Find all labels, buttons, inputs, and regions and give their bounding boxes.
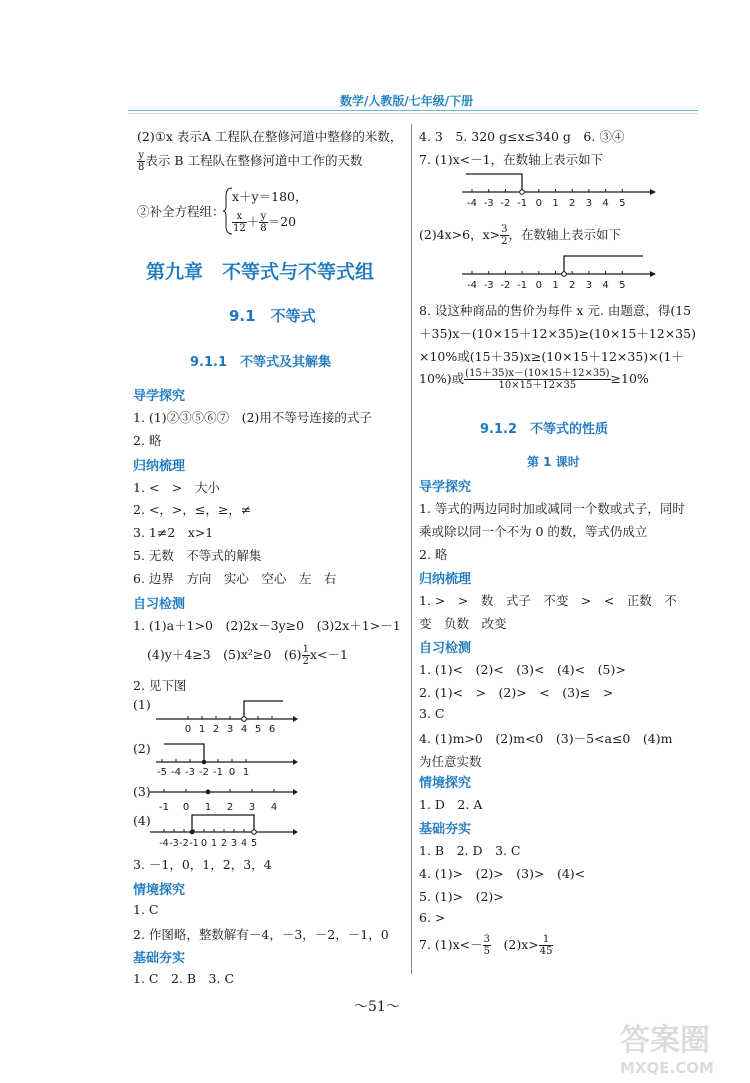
- left-line-2: $\frac{y}{8}$ 表示 B 工程队在整修河道中工作的天数: [138, 150, 363, 173]
- tick-label: 5: [619, 280, 626, 291]
- tick-label: -2: [179, 838, 189, 849]
- left-guina-3: 3. 1≠2 x>1: [133, 525, 214, 540]
- tick-label: 1: [204, 802, 212, 813]
- right-daoxue-2: 2. 略: [419, 547, 448, 562]
- numberline-2: [148, 738, 298, 780]
- tick-label: 4: [240, 724, 248, 735]
- left-heading-qingjing: 情境探究: [133, 883, 186, 898]
- right-jichu-6: 6. >: [419, 910, 446, 925]
- numberline-4-label: (4): [133, 813, 151, 828]
- tick-label: -1: [517, 280, 528, 291]
- left-heading-zixi: 自习检测: [133, 597, 186, 612]
- section-9-1-2-title: 9.1.2 不等式的性质: [480, 422, 609, 437]
- tick-label: -3: [483, 280, 494, 291]
- right-heading-qingjing: 情境探究: [419, 776, 472, 791]
- left-zixi-3: 3. －1，0，1，2，3，4: [133, 857, 272, 872]
- tick-label: -3: [483, 198, 494, 209]
- right-daoxue-1: 1. 等式的两边同时加或减同一个数或式子，同时: [419, 501, 685, 516]
- column-divider: [411, 124, 412, 974]
- left-guina-5: 5. 无数 不等式的解集: [133, 548, 262, 563]
- left-heading-guina: 归纳梳理: [133, 459, 186, 474]
- lesson-title: 第 1 课时: [527, 455, 580, 469]
- numberline-b: [458, 250, 658, 294]
- tick-label: -1: [213, 767, 223, 778]
- tick-label: -4: [159, 838, 169, 849]
- tick-label: -4: [467, 198, 477, 209]
- right-line-7: 10%)或 $\frac{(15+35)x-(10\times 15+12\times 35)}{10\times 15+12\times 35}$ ≥10%: [419, 368, 649, 391]
- numberline-3-label: (3): [133, 784, 151, 799]
- tick-label: 3: [230, 838, 238, 849]
- right-zixi-4b: 为任意实数: [419, 754, 482, 769]
- numberline-2-label: (2): [133, 741, 151, 756]
- tick-label: 0: [200, 838, 208, 849]
- right-line-1: 4. 3 5. 320 g≤x≤340 g 6. ③④: [419, 129, 625, 144]
- tick-label: -5: [157, 767, 167, 778]
- tick-label: 3: [226, 724, 234, 735]
- equation-1: x＋y＝180，: [232, 189, 308, 204]
- left-daoxue-2: 2. 略: [133, 433, 162, 448]
- right-daoxue-1b: 乘或除以同一个不为 0 的数，等式仍成立: [419, 524, 648, 539]
- right-heading-jichu: 基础夯实: [419, 822, 472, 837]
- left-zixi-1: 1. (1)a＋1>0 (2)2x－3y≥0 (3)2x＋1>－1: [133, 618, 401, 633]
- left-line-1: (2)①x 表示A 工程队在整修河道中整修的米数，: [137, 129, 403, 144]
- tick-label: 2: [226, 802, 234, 813]
- left-guina-6: 6. 边界 方向 实心 空心 左 右: [133, 571, 337, 586]
- right-jichu-4: 4. (1)> (2)> (3)> (4)<: [419, 866, 586, 881]
- tick-label: 1: [552, 198, 559, 209]
- watermark-logo: 答案圈 MXQE.COM: [620, 1023, 714, 1077]
- tick-label: 1: [552, 280, 559, 291]
- left-guina-2: 2. <，>，≤，≥，≠: [133, 502, 252, 517]
- tick-label: -2: [199, 767, 209, 778]
- equation-2: $\frac{x}{12}$ ＋ $\frac{y}{8}$ ＝20: [233, 211, 297, 234]
- right-jichu-7: 7. (1)x<－ $\frac{3}{5}$ (2)x> $\frac{1}{45}$: [419, 934, 553, 957]
- right-zixi-2: 2. (1)< > (2)> < (3)≤ >: [419, 685, 614, 700]
- tick-label: 6: [268, 724, 276, 735]
- header-rule: [128, 110, 698, 111]
- tick-label: 1: [242, 767, 250, 778]
- right-zixi-3: 3. C: [419, 706, 445, 721]
- right-line-5: ＋35)x－(10×15＋12×35)≥(10×15＋12×35): [419, 326, 696, 341]
- left-heading-daoxue: 导学探究: [133, 389, 186, 404]
- tick-label: 0: [184, 724, 192, 735]
- right-qingjing-1: 1. D 2. A: [419, 797, 483, 812]
- left-guina-1: 1. < > 大小: [133, 480, 220, 495]
- right-zixi-1: 1. (1)< (2)< (3)< (4)< (5)>: [419, 662, 626, 677]
- section-9-1-title: 9.1 不等式: [229, 307, 316, 325]
- right-zixi-4: 4. (1)m>0 (2)m<0 (3)－5<a≤0 (4)m: [419, 731, 673, 746]
- right-heading-daoxue: 导学探究: [419, 480, 472, 495]
- header-title: 数学/人教版/七年级/下册: [340, 94, 474, 108]
- tick-label: 4: [240, 838, 248, 849]
- tick-label: 5: [619, 198, 626, 209]
- tick-label: -4: [467, 280, 477, 291]
- tick-label: 4: [602, 280, 609, 291]
- right-guina-1b: 变 负数 改变: [419, 616, 507, 631]
- header-rule-secondary: [128, 113, 698, 114]
- right-heading-zixi: 自习检测: [419, 641, 472, 656]
- tick-label: 2: [569, 198, 576, 209]
- tick-label: 3: [585, 198, 593, 209]
- tick-label: -2: [500, 198, 511, 209]
- tick-label: -3: [185, 767, 195, 778]
- right-heading-guina: 归纳梳理: [419, 572, 472, 587]
- tick-label: 0: [228, 767, 236, 778]
- tick-label: 0: [535, 280, 542, 291]
- numberline-1: [148, 695, 298, 737]
- left-jichu-1: 1. C 2. B 3. C: [133, 971, 235, 986]
- tick-label: 0: [535, 198, 542, 209]
- numberline-a: [458, 168, 658, 212]
- tick-label: 2: [569, 280, 576, 291]
- left-heading-jichu: 基础夯实: [133, 951, 186, 966]
- tick-label: 4: [270, 802, 278, 813]
- tick-label: -1: [159, 802, 169, 813]
- tick-label: 0: [182, 802, 190, 813]
- right-line-6: ×10%或(15＋35)x≥(10×15＋12×35)×(1＋: [419, 349, 684, 364]
- tick-label: 5: [254, 724, 262, 735]
- left-daoxue-1: 1. (1)②③⑤⑥⑦ (2)用不等号连接的式子: [133, 410, 372, 425]
- tick-label: -3: [169, 838, 179, 849]
- page-header: [0, 0, 750, 108]
- left-zixi-2: 2. 见下图: [133, 678, 187, 693]
- left-line-3-label: ②补全方程组：: [137, 204, 225, 219]
- tick-label: -1: [189, 838, 199, 849]
- tick-label: 4: [602, 198, 609, 209]
- chapter-title: 第九章 不等式与不等式组: [146, 261, 375, 283]
- right-line-4: 8. 设这种商品的售价为每件 x 元. 由题意，得(15: [419, 303, 692, 318]
- tick-label: 2: [212, 724, 220, 735]
- numberline-4: [148, 810, 298, 852]
- right-jichu-1: 1. B 2. D 3. C: [419, 843, 521, 858]
- section-9-1-1-title: 9.1.1 不等式及其解集: [190, 355, 332, 370]
- tick-label: 3: [248, 802, 256, 813]
- left-qingjing-1: 1. C: [133, 902, 159, 917]
- right-jichu-5: 5. (1)> (2)>: [419, 889, 504, 904]
- tick-label: 1: [210, 838, 218, 849]
- tick-label: 2: [220, 838, 228, 849]
- tick-label: -1: [517, 198, 528, 209]
- right-line-3: (2)4x>6，x> $\frac{3}{2}$ ，在数轴上表示如下: [419, 224, 622, 247]
- left-qingjing-2: 2. 作图略，整数解有－4，－3，－2，－1，0: [133, 927, 389, 942]
- page-number: ～51～: [354, 999, 400, 1015]
- right-line-2: 7. (1)x<－1，在数轴上表示如下: [419, 152, 604, 167]
- fraction-y-8: $\frac{y}{8}$: [138, 150, 145, 173]
- left-zixi-1b: (4)y＋4≥3 (5)x²≥0 (6) $\frac{1}{2}$ x<－1: [147, 644, 348, 667]
- tick-label: 5: [250, 838, 258, 849]
- tick-label: -4: [171, 767, 181, 778]
- numberline-1-label: (1): [133, 697, 151, 712]
- tick-label: 3: [585, 280, 593, 291]
- tick-label: 1: [198, 724, 206, 735]
- right-guina-1: 1. > > 数 式子 不变 > < 正数 不: [419, 593, 677, 608]
- tick-label: -2: [500, 280, 511, 291]
